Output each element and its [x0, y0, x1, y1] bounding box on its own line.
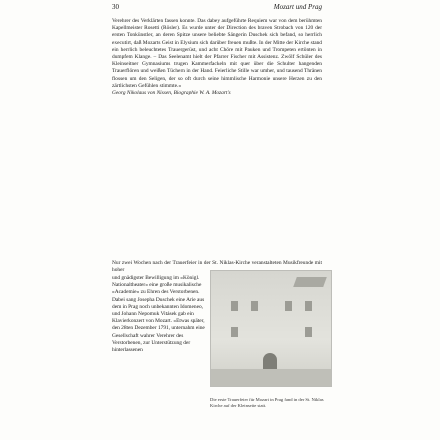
citation: Georg Nikolaus von Nissen, Biographie W. A. Mozart's	[112, 90, 231, 97]
church-window	[305, 301, 312, 311]
church-window	[251, 301, 258, 311]
church-window	[231, 327, 238, 337]
church-photograph	[210, 270, 332, 387]
church-window	[231, 301, 238, 311]
church-roof	[293, 277, 327, 287]
church-window	[285, 301, 292, 311]
figure-caption: Die erste Trauerfeier für Mozart in Prag fand in der St. Niklas Kirche auf der Kleinseite statt.	[210, 397, 324, 408]
church-window	[305, 327, 312, 337]
running-title: Mozart und Prag	[273, 3, 322, 11]
upper-paragraph	[112, 18, 322, 97]
lower-paragraph-first-line: Nur zwei Wochen nach der Trauerfeier in der St. Niklas-Kirche veranstalteten Musikfreunde mit hoher	[112, 260, 322, 274]
page-number: 30	[112, 3, 119, 11]
church-street	[211, 369, 331, 386]
lower-paragraph-text: und gnädigster Bewilligung im »Königl. Nationaltheater« eine große musikalische »Academie« zu Ehren des Verstorbenen. Dabei sang Josepha Duschek eine Arie aus dem in Prag noch unbekannten Idomeneo, und Johann Nepomuk Vitásek gab ein Klavierkonzert von Mozart. »Etwas später, den 28ten Dezember 1791, unternahm eine Gesellschaft wahrer Verehrer des Verstorbenen, zur Unterstützung der hinterlassenen	[112, 275, 205, 354]
upper-paragraph-text: Verehrer des Verklärten fassen konnte. Das dabey aufgeführte Requiem war von dem berühmten Kapellmeister Rosetti (Rösler). Es wurde unter der Direction des braven Strobach von 120 der ersten Tonkünstler, an deren Spitze unsere beliebte Sängerin Duschek sich befand, so herrlich executirt, daß Mozarts Geist in Elysium sich darüber freuen mußte. In der Mitte der Kirche stand ein herrlich beleuchtetes Trauergerüst, und acht Chöre mit Pauken und Trompeten ertönten in dumpfem Klange. – Das Seelenamt hielt der Pfarrer Fischer mit Assistenz. Zwölf Schüler des Kleinseitner Gymnasiums trugen Kammerfackeln mit quer über die Schulter hangenden Trauerflören und weißen Tüchern in der Hand. Feierliche Stille war umher, und tausend Thränen flossen um den Seligen, der so oft durch seine himmlische Harmonie unsere Herzen zu den zärtlichsten Gefühlen stimmte.«	[112, 18, 322, 89]
